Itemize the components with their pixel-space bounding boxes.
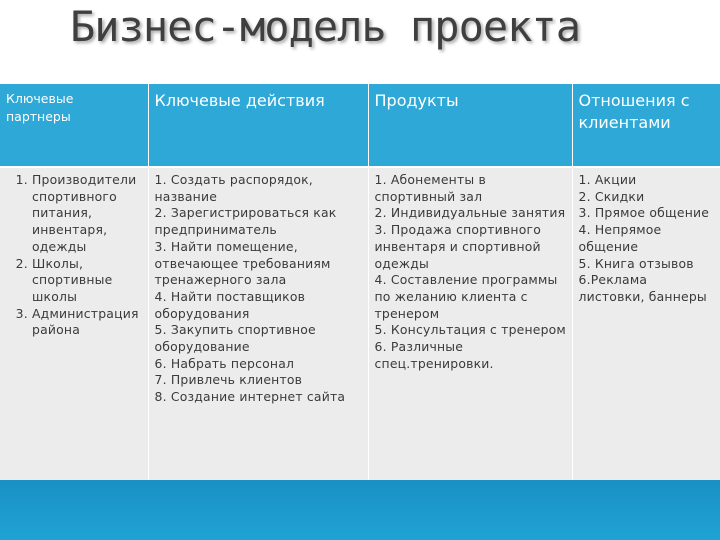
list-item: 2. Индивидуальные занятия	[374, 205, 566, 221]
list-item: 5. Консультация с тренером	[374, 322, 566, 338]
header-products: Продукты	[368, 84, 572, 167]
list-item: 7. Привлечь клиентов	[154, 372, 303, 388]
list-item: 6. Набрать персонал	[154, 355, 295, 371]
list-item: 2. Зарегистрироваться как предприниматель	[154, 205, 337, 238]
list-item: 1. Абонементы в спортивный зал	[374, 172, 486, 204]
list-item: 6.Реклама листовки, баннеры	[578, 272, 707, 304]
list-item: 2. Школы, спортивные школы	[32, 256, 144, 306]
list-item: 4. Найти поставщиков оборудования	[154, 288, 306, 321]
list-item: 4. Составление программы по желанию клиента с тренером	[374, 272, 558, 321]
list-item: 3. Администрация района	[32, 306, 144, 339]
list-item: 8. Создание интернет сайта	[154, 389, 346, 405]
list-item: 3. Прямое общение	[578, 205, 710, 221]
list-item: 5. Закупить спортивное оборудование	[154, 322, 316, 355]
header-key-actions: Ключевые действия	[148, 84, 368, 167]
cell-key-partners	[0, 167, 148, 482]
list-item: 1. Производители спортивного питания, инвентаря, одежды	[32, 172, 144, 256]
list-item: 4. Непрямое общение	[578, 222, 662, 254]
list-item: 6. Различные спец.тренировки.	[374, 339, 494, 371]
table-header-row	[0, 84, 720, 167]
header-key-partners: Ключевые партнеры	[0, 84, 148, 167]
partners-list	[6, 172, 144, 339]
footer-band	[0, 480, 720, 540]
header-customer-relations: Отношения с клиентами	[572, 84, 720, 167]
slide-title: Бизнес-модель проекта	[70, 2, 581, 51]
list-item: 1. Акции	[578, 172, 637, 187]
list-item: 3. Найти помещение, отвечающее требованиям тренажерного зала	[154, 238, 331, 288]
cell-products	[368, 167, 572, 482]
business-model-table	[0, 84, 720, 482]
list-item: 1. Создать распорядок, название	[154, 172, 313, 204]
table-row	[0, 167, 720, 482]
list-item: 3. Продажа спортивного инвентаря и спортивной одежды	[374, 222, 541, 271]
cell-customer-relations	[572, 167, 720, 482]
list-item: 2. Скидки	[578, 188, 645, 204]
cell-key-actions	[148, 167, 368, 482]
list-item: 5. Книга отзывов	[578, 255, 694, 271]
